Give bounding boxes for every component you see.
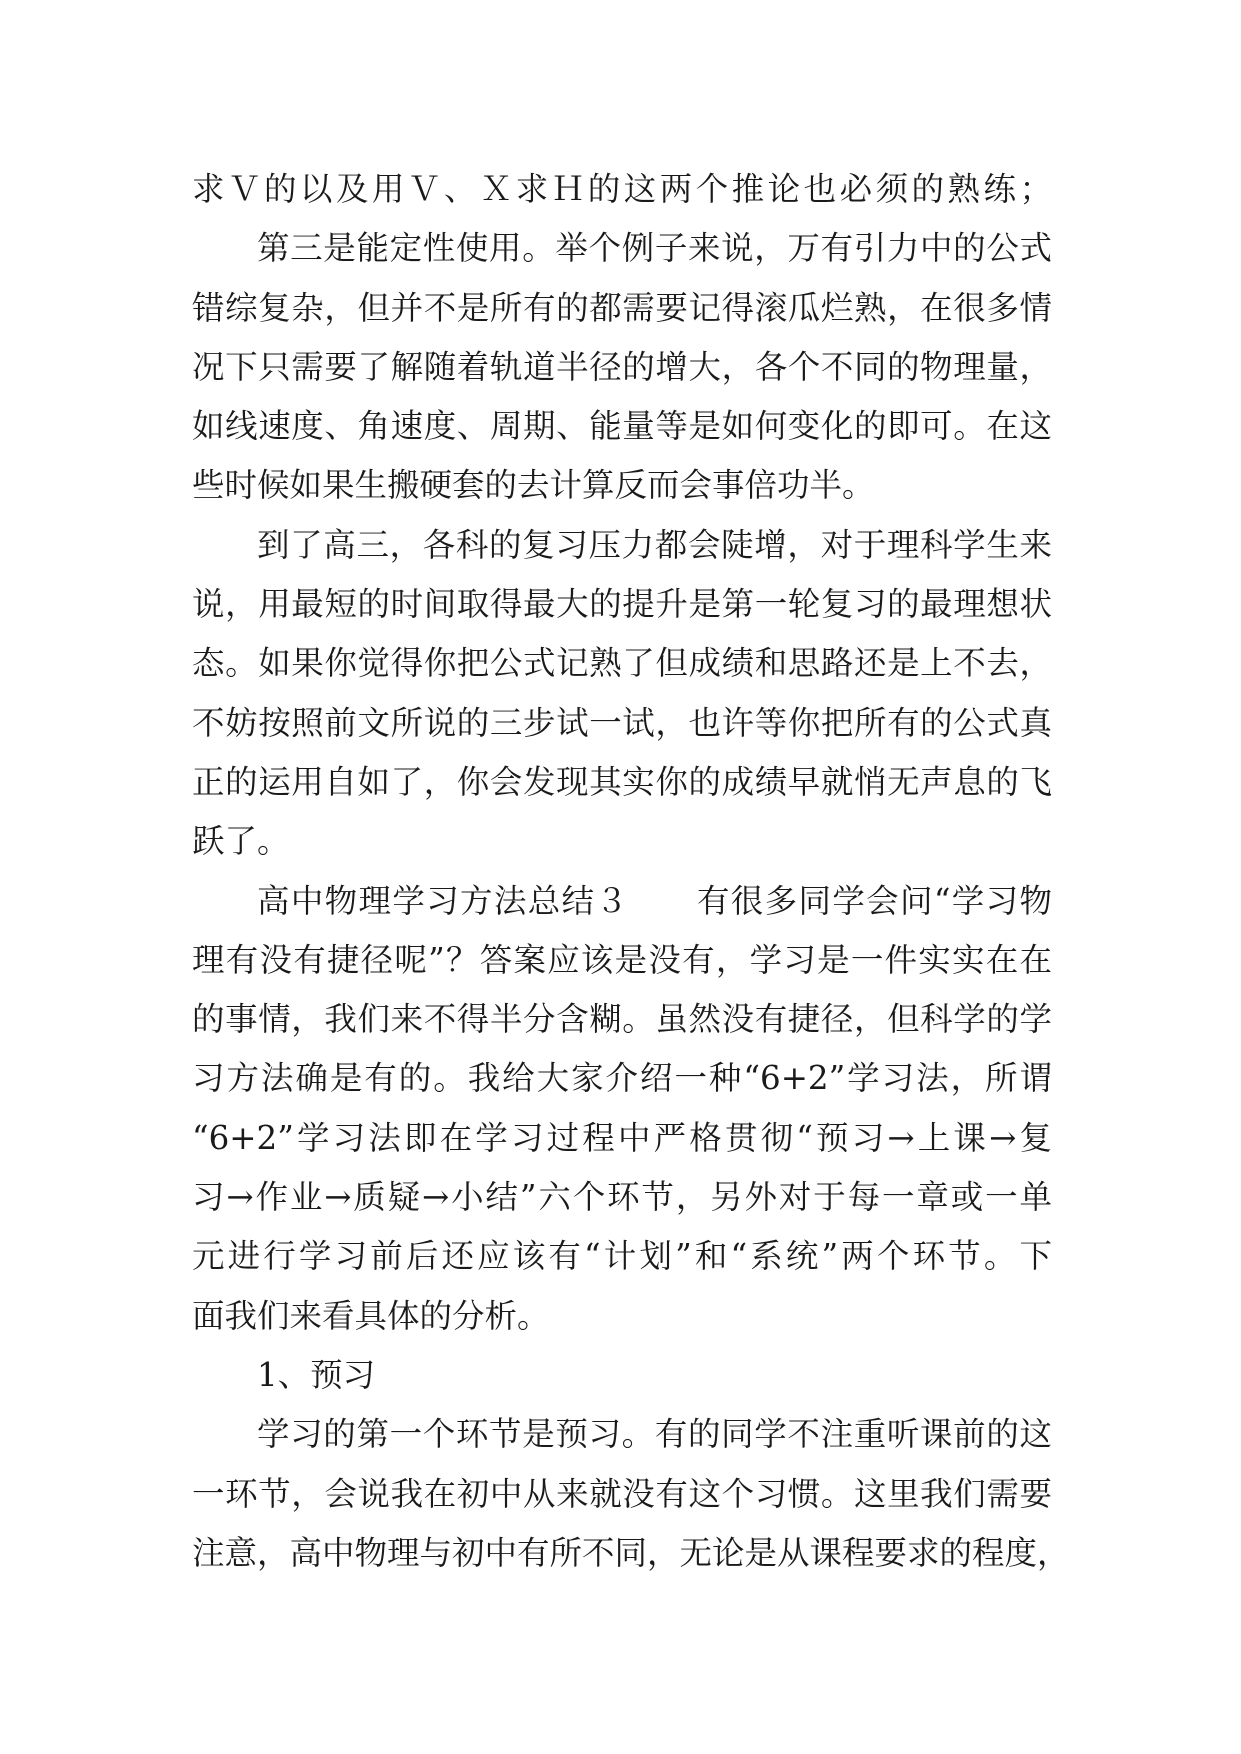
text-line: 正的运用自如了，你会发现其实你的成绩早就悄无声息的飞 <box>192 762 1052 801</box>
text-line: 面我们来看具体的分析。 <box>192 1296 550 1335</box>
text-line: 些时候如果生搬硬套的去计算反而会事倍功半。 <box>192 466 875 505</box>
subheading-line: 1、预习 <box>257 1355 376 1394</box>
paragraph-start-line: 学习的第一个环节是预习。有的同学不注重听课前的这 <box>257 1415 1052 1454</box>
text-line: 如线速度、角速度、周期、能量等是如何变化的即可。在这 <box>192 407 1052 446</box>
body-text <box>192 160 1070 1583</box>
text-line: “6+2”学习法即在学习过程中严格贯彻“预习→上课→复 <box>192 1118 1052 1157</box>
text-line: 说，用最短的时间取得最大的提升是第一轮复习的最理想状 <box>192 585 1052 624</box>
text-line: 理有没有捷径呢”？答案应该是没有，学习是一件实实在在 <box>192 940 1052 979</box>
paragraph-start-line: 到了高三，各科的复习压力都会陡增，对于理科学生来 <box>257 525 1052 564</box>
text-line: 习方法确是有的。我给大家介绍一种“6+2”学习法，所谓 <box>192 1059 1052 1098</box>
text-line: 注意，高中物理与初中有所不同，无论是从课程要求的程度， <box>192 1533 1070 1572</box>
text-line: 况下只需要了解随着轨道半径的增大，各个不同的物理量， <box>192 347 1052 386</box>
text-line: 态。如果你觉得你把公式记熟了但成绩和思路还是上不去， <box>192 644 1052 683</box>
text-line: 错综复杂，但并不是所有的都需要记得滚瓜烂熟，在很多情 <box>192 288 1052 327</box>
text-line: 一环节，会说我在初中从来就没有这个习惯。这里我们需要 <box>192 1474 1052 1513</box>
text-line: 的事情，我们来不得半分含糊。虽然没有捷径，但科学的学 <box>192 1000 1052 1039</box>
text-line: 元进行学习前后还应该有“计划”和“系统”两个环节。下 <box>192 1237 1052 1276</box>
text-line: 跃了。 <box>192 822 290 861</box>
text-line: 不妨按照前文所说的三步试一试，也许等你把所有的公式真 <box>192 703 1052 742</box>
text-line: 求Ｖ的以及用Ｖ、Ｘ求Ｈ的这两个推论也必须的熟练； <box>192 170 1052 208</box>
section-heading-line: 高中物理学习方法总结３ 有很多同学会问“学习物 <box>257 881 1052 920</box>
text-line: 习→作业→质疑→小结”六个环节，另外对于每一章或一单 <box>192 1178 1052 1217</box>
paragraph-start-line: 第三是能定性使用。举个例子来说，万有引力中的公式 <box>257 229 1052 268</box>
